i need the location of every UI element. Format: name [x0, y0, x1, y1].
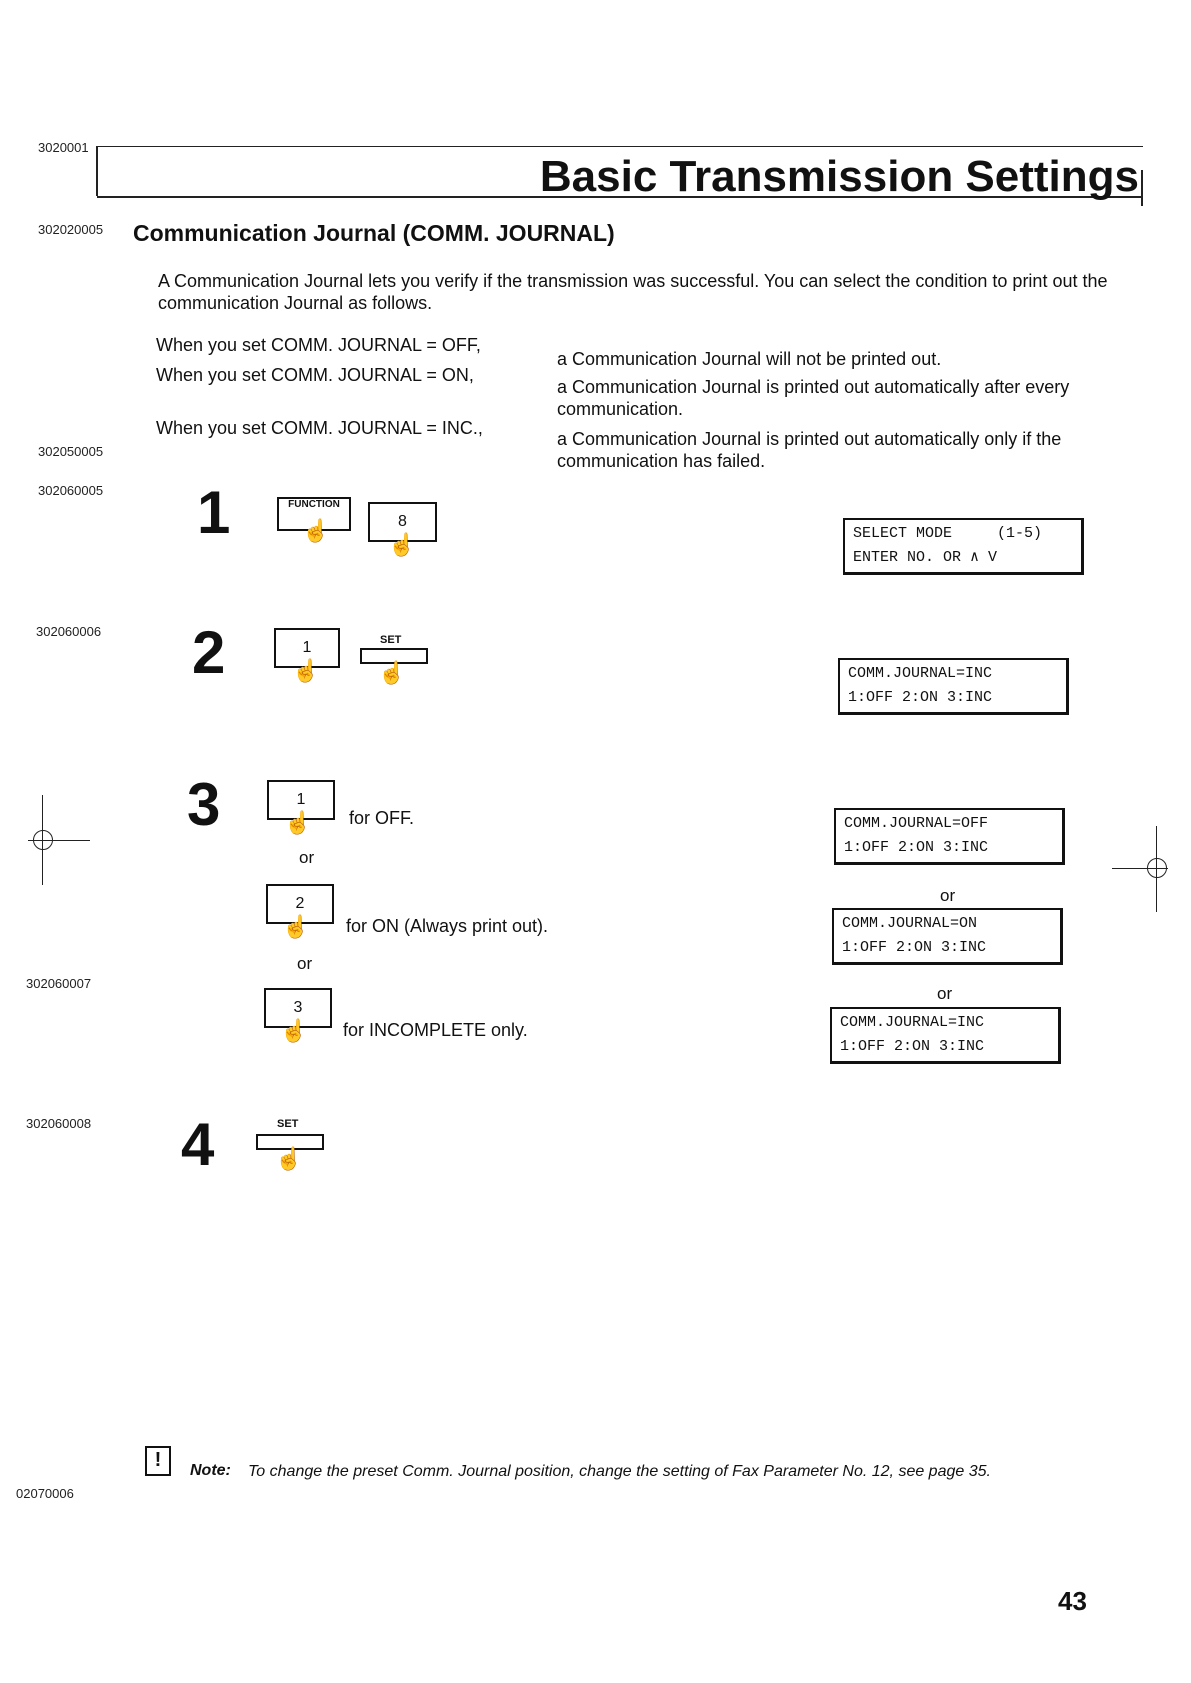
lcd-line: COMM.JOURNAL=INC	[840, 1014, 985, 1031]
step-number: 2	[192, 619, 226, 686]
or-label: or	[937, 984, 953, 1003]
lcd-line: 1:OFF 2:ON 3:INC	[844, 839, 989, 856]
option-text-off: for OFF.	[349, 808, 415, 828]
pointing-hand-icon: ☝	[388, 532, 416, 557]
option-text-on: for ON (Always print out).	[346, 916, 549, 936]
or-label: or	[297, 954, 313, 973]
pointing-hand-icon: ☝	[292, 658, 320, 683]
or-label: or	[299, 848, 315, 867]
lcd-line: COMM.JOURNAL=OFF	[844, 815, 989, 832]
lcd-line: SELECT MODE (1-5)	[853, 525, 1043, 542]
lcd-line: ENTER NO. OR ∧ V	[853, 549, 998, 566]
lcd-line: 1:OFF 2:ON 3:INC	[842, 939, 987, 956]
section-code: 302020005	[38, 222, 104, 237]
step-number: 3	[187, 771, 221, 838]
registration-circle-icon	[33, 830, 53, 850]
pointing-hand-icon: ☝	[275, 1146, 303, 1171]
set-key-label: SET	[277, 1118, 299, 1130]
key-label: FUNCTION	[288, 499, 340, 510]
lcd-line: COMM.JOURNAL=INC	[848, 665, 993, 682]
step-code: 302060008	[26, 1116, 92, 1131]
condition-setting-inc: When you set COMM. JOURNAL = INC.,	[156, 418, 483, 438]
pointing-hand-icon: ☝	[282, 914, 310, 939]
condition-setting-off: When you set COMM. JOURNAL = OFF,	[156, 335, 481, 355]
condition-setting-on: When you set COMM. JOURNAL = ON,	[156, 365, 474, 385]
or-label: or	[940, 886, 956, 905]
step-code: 302060006	[36, 624, 102, 639]
condition-result-on: a Communication Journal is printed out automatically after every communication.	[557, 377, 1070, 419]
lcd-display-comm-journal-off	[834, 808, 1065, 865]
lcd-display-comm-journal-inc-final	[830, 1007, 1061, 1064]
pointing-hand-icon: ☝	[302, 518, 330, 543]
key-label: 3	[293, 999, 303, 1016]
note-warning-icon: !	[145, 1446, 171, 1476]
condition-result-off: a Communication Journal will not be printed out.	[557, 349, 942, 369]
pointing-hand-icon: ☝	[378, 660, 406, 685]
pointing-hand-icon: ☝	[280, 1018, 308, 1043]
lcd-line: 1:OFF 2:ON 3:INC	[840, 1038, 985, 1055]
page-title: Basic Transmission Settings	[539, 152, 1139, 201]
page-number: 43	[1058, 1586, 1087, 1616]
pointing-hand-icon: ☝	[284, 810, 312, 835]
set-key-label: SET	[380, 634, 402, 646]
section-heading: Communication Journal (COMM. JOURNAL)	[133, 220, 615, 246]
note-code: 02070006	[16, 1486, 74, 1501]
note-text: To change the preset Comm. Journal position, change the setting of Fax Parameter No. 12, see page 35.	[248, 1463, 991, 1480]
lcd-line: 1:OFF 2:ON 3:INC	[848, 689, 993, 706]
lcd-display-comm-journal-inc	[838, 658, 1069, 715]
registration-circle-icon	[1147, 858, 1167, 878]
key-label: 2	[295, 895, 305, 912]
key-label: 1	[296, 791, 306, 808]
lcd-display-comm-journal-on	[832, 908, 1063, 965]
title-rule-right	[1141, 170, 1143, 206]
title-rule-top	[97, 146, 1143, 147]
title-rule-left	[96, 146, 98, 196]
condition-result-inc: a Communication Journal is printed out automatically only if the communication has failed.	[557, 429, 1062, 471]
note-label: Note:	[190, 1462, 231, 1479]
step-number: 1	[197, 479, 231, 546]
option-text-incomplete: for INCOMPLETE only.	[343, 1020, 528, 1040]
header-code: 3020001	[38, 140, 89, 155]
step-code: 302060005	[38, 483, 104, 498]
step-code: 302050005	[38, 444, 104, 459]
intro-paragraph: A Communication Journal lets you verify if the transmission was successful. You can select the condition to print out the communication Journal as follows.	[158, 271, 1108, 313]
lcd-line: COMM.JOURNAL=ON	[842, 915, 978, 932]
key-label: 1	[302, 639, 312, 656]
step-number: 4	[181, 1111, 215, 1178]
step-code: 302060007	[26, 976, 92, 991]
key-label: 8	[398, 513, 407, 530]
lcd-display-select-mode	[843, 518, 1084, 575]
